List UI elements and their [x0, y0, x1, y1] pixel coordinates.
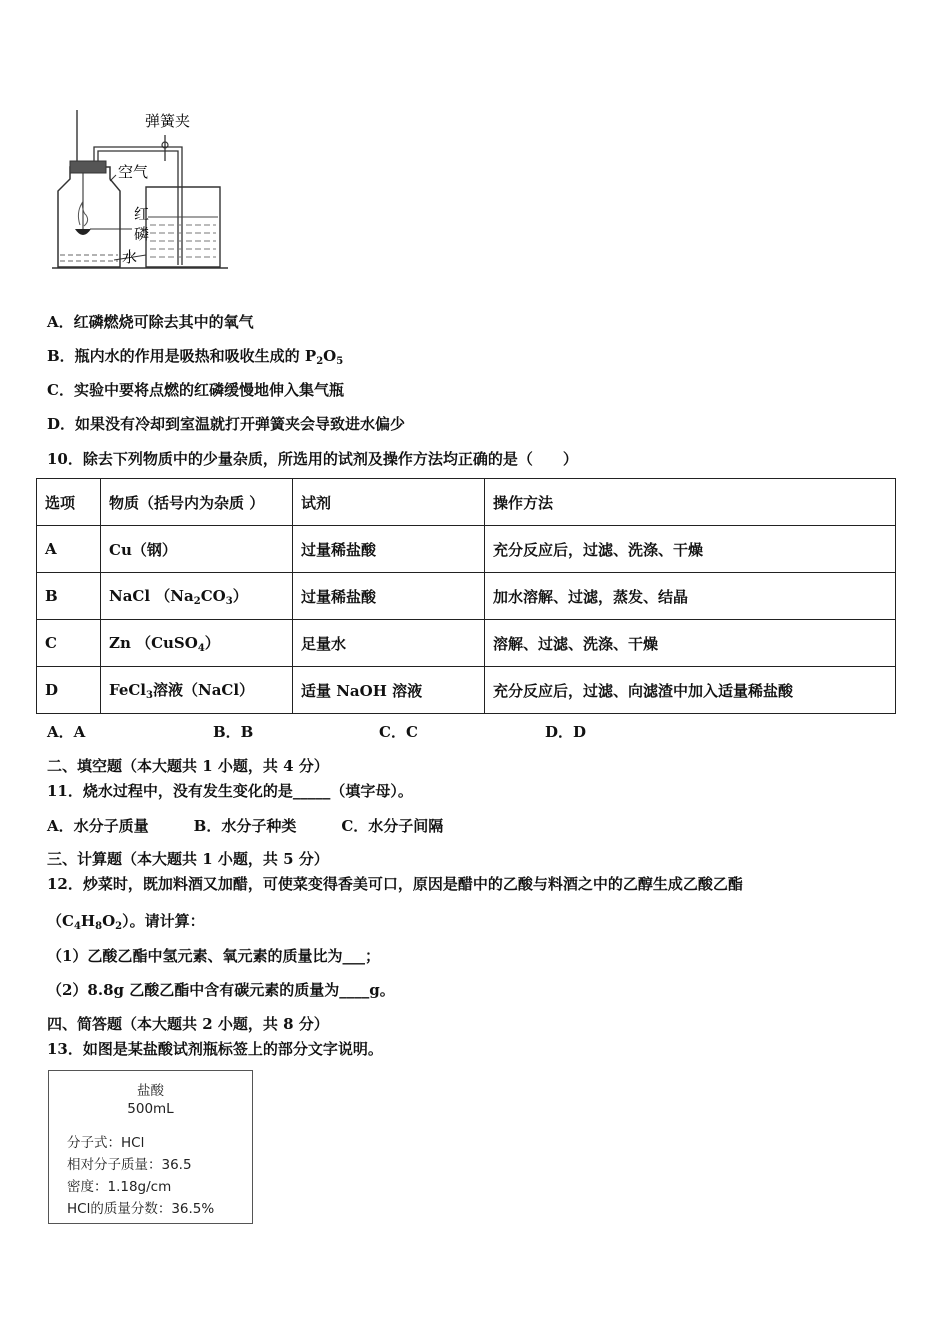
q10-options-table [36, 478, 896, 714]
cell-reagent: 过量稀盐酸 [293, 573, 485, 620]
label-volume: 500mL [127, 1101, 174, 1117]
section-2-heading: 二、填空题（本大题共 1 小题，共 4 分） [47, 757, 329, 775]
label-mass-fraction: HCl的质量分数：36.5% [67, 1201, 215, 1217]
header-method: 操作方法 [485, 479, 896, 526]
label-red-phosphorus-2: 磷 [134, 225, 150, 243]
answer-b: B．B [213, 723, 254, 741]
reagent-label [48, 1070, 253, 1224]
q13-stem: 13．如图是某盐酸试剂瓶标签上的部分文字说明。 [47, 1040, 383, 1058]
cell-substance: FeCl$_3$溶液（NaCl） [101, 667, 293, 714]
cell-method: 溶解、过滤、洗涤、干燥 [485, 620, 896, 667]
cell-reagent: 过量稀盐酸 [293, 526, 485, 573]
table-row [37, 526, 896, 573]
section-3-heading: 三、计算题（本大题共 1 小题，共 5 分） [47, 850, 329, 868]
q9-option-a: A．红磷燃烧可除去其中的氧气 [47, 313, 254, 331]
cell-method: 加水溶解、过滤，蒸发、结晶 [485, 573, 896, 620]
table-row [37, 667, 896, 714]
cell-option: D [37, 667, 101, 714]
q10-answer-choices [47, 721, 586, 742]
header-substance: 物质（括号内为杂质 ） [101, 479, 293, 526]
header-option: 选项 [37, 479, 101, 526]
cell-option: B [37, 573, 101, 620]
label-red-phosphorus-1: 红 [134, 205, 150, 223]
cell-reagent: 足量水 [293, 620, 485, 667]
answer-d: D．D [545, 723, 587, 741]
table-header-row [37, 479, 896, 526]
q9-option-b: B．瓶内水的作用是吸热和吸收生成的 $P_2O_5$ [47, 347, 344, 367]
q9-option-c: C．实验中要将点燃的红磷缓慢地伸入集气瓶 [47, 381, 344, 399]
cell-substance: NaCl $(Na_2CO_3)$ [101, 573, 293, 620]
cell-reagent: 适量 NaOH 溶液 [293, 667, 485, 714]
label-spring-clamp: 弹簧夹 [145, 112, 191, 130]
cell-option: A [37, 526, 101, 573]
answer-a: A．A [47, 723, 86, 741]
q12-formula-line: $(C_4H_8O_2)$。请计算： [47, 912, 205, 932]
q11-options: A．水分子质量 B．水分子种类 C．水分子间隔 [47, 817, 444, 835]
section-4-heading: 四、简答题（本大题共 2 小题，共 8 分） [47, 1015, 329, 1033]
cell-substance: Cu（钢） [101, 526, 293, 573]
q12-stem: 12．炒菜时，既加料酒又加醋，可使菜变得香美可口，原因是醋中的乙酸与料酒之中的乙醇生成乙酸乙酯 [47, 875, 743, 893]
apparatus-diagram [50, 105, 240, 275]
header-reagent: 试剂 [293, 479, 485, 526]
q9-option-d: D．如果没有冷却到室温就打开弹簧夹会导致进水偏少 [47, 415, 406, 433]
q12-part-2: （2）8.8g 乙酸乙酯中含有碳元素的质量为____g。 [47, 981, 395, 999]
answer-c: C．C [379, 723, 418, 741]
table-row [37, 573, 896, 620]
cell-method: 充分反应后，过滤、向滤渣中加入适量稀盐酸 [485, 667, 896, 714]
cell-substance: Zn （CuSO$_4$） [101, 620, 293, 667]
table-row [37, 620, 896, 667]
label-formula: 分子式：HCl [67, 1135, 145, 1151]
label-air: 空气 [118, 163, 149, 181]
cell-option: C [37, 620, 101, 667]
q12-part-1: （1）乙酸乙酯中氢元素、氧元素的质量比为___； [47, 947, 380, 965]
label-water: 水 [122, 248, 138, 266]
label-density: 密度：1.18g/cm [67, 1179, 172, 1195]
cell-method: 充分反应后，过滤、洗涤、干燥 [485, 526, 896, 573]
q11-stem: 11．烧水过程中，没有发生变化的是_____（填字母）。 [47, 782, 413, 800]
label-molar-mass: 相对分子质量：36.5 [67, 1157, 192, 1173]
q10-stem: 10．除去下列物质中的少量杂质，所选用的试剂及操作方法均正确的是（ ） [47, 450, 578, 468]
label-title: 盐酸 [137, 1083, 164, 1099]
